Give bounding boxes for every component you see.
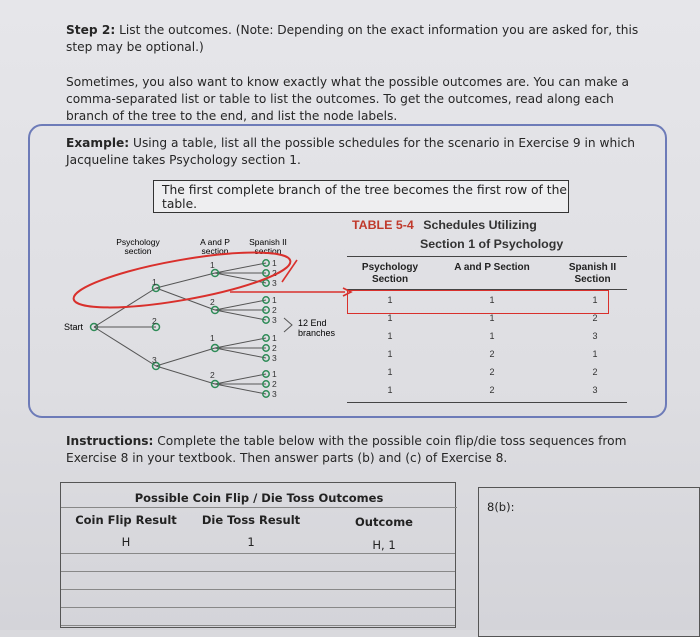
col-header-spanish: Spanish II Section xyxy=(568,262,617,285)
outcomes-table xyxy=(60,482,456,628)
cell: 2 xyxy=(489,367,495,377)
table-title-line2: Section 1 of Psychology xyxy=(420,237,564,251)
cell-outcome[interactable]: H, 1 xyxy=(372,538,396,552)
row-divider xyxy=(61,571,455,572)
l2-label: 1 xyxy=(210,260,215,270)
step-2-text xyxy=(66,22,656,56)
step-body: List the outcomes. (Note: Depending on the exact information you are asked for, this step may be optional.) xyxy=(66,23,639,54)
col-coin: Coin Flip Result xyxy=(75,513,177,527)
l3-label: 3 xyxy=(272,353,277,363)
cell: 2 xyxy=(592,313,598,323)
end-note-2: branches xyxy=(298,328,336,338)
l3-label: 2 xyxy=(272,379,277,389)
col-outcome: Outcome xyxy=(355,515,413,529)
l1-label: 1 xyxy=(152,277,157,287)
cell-coin[interactable]: H xyxy=(121,535,131,549)
intro-paragraph: Sometimes, you also want to know exactly what the possible outcomes are. You can make a comma-separated list or table to list the outcomes. To get the outcomes, read along each branch of the tree to the end, and list the node labels. xyxy=(66,75,629,123)
instructions-label: Instructions: xyxy=(66,434,154,448)
l3-label: 1 xyxy=(272,369,277,379)
l1-label: 3 xyxy=(152,355,157,365)
cell: 1 xyxy=(387,295,393,305)
cell: 1 xyxy=(387,385,393,395)
row-divider xyxy=(61,507,457,508)
cell: 1 xyxy=(489,331,495,341)
table-rule-top xyxy=(347,256,627,257)
l2-label: 2 xyxy=(210,370,215,380)
example-body: Using a table, list all the possible schedules for the scenario in Exercise 9 in which Jacqueline takes Psychology section 1. xyxy=(66,136,636,167)
tree-header-ap-2: section xyxy=(201,246,229,256)
cell: 3 xyxy=(592,331,598,341)
answer-box-8b[interactable] xyxy=(478,487,700,637)
l3-label: 2 xyxy=(272,305,277,315)
l3-label: 1 xyxy=(272,258,277,268)
l3-label: 3 xyxy=(272,389,277,399)
example-label: Example: xyxy=(66,136,130,150)
l1-label: 2 xyxy=(152,316,157,326)
cell: 1 xyxy=(387,349,393,359)
start-label: Start xyxy=(64,322,84,332)
l3-label: 2 xyxy=(272,343,277,353)
tree-header-psych-2: section xyxy=(124,246,152,256)
table-title-line1: Schedules Utilizing xyxy=(423,218,537,232)
callout-box xyxy=(153,180,569,213)
col-header-psych: Psychology Section xyxy=(361,262,419,285)
col-header-ap: A and P Section xyxy=(454,262,530,273)
cell: 3 xyxy=(592,385,598,395)
l3-label: 1 xyxy=(272,295,277,305)
cell: 2 xyxy=(592,367,598,377)
tree-header-spanish-2: section xyxy=(254,246,282,256)
cell: 1 xyxy=(387,313,393,323)
first-branch-highlight xyxy=(70,241,294,319)
row-divider xyxy=(61,607,455,608)
end-note-1: 12 End xyxy=(298,318,327,328)
l2-label: 2 xyxy=(210,297,215,307)
row-divider xyxy=(61,589,455,590)
row-divider xyxy=(61,625,455,626)
example-text xyxy=(66,135,651,169)
table-title xyxy=(352,218,537,232)
tree-header-ap: A and P xyxy=(200,237,230,247)
l3-label: 1 xyxy=(272,333,277,343)
l3-label: 3 xyxy=(272,315,277,325)
instructions-body: Complete the table below with the possible coin flip/die toss sequences from Exercise 8 in your textbook. Then answer parts (b) and (c) of Exercise 8. xyxy=(66,434,627,465)
step-label: Step 2: xyxy=(66,23,116,37)
end-brace xyxy=(284,318,292,332)
cell: 1 xyxy=(592,295,598,305)
row-arrow xyxy=(230,285,355,300)
callout-text: The first complete branch of the tree becomes the first row of the table. xyxy=(162,182,567,211)
tree-header-psych: Psychology xyxy=(116,237,160,247)
tree-header-spanish: Spanish II xyxy=(249,237,287,247)
cell: 1 xyxy=(387,367,393,377)
instructions-text xyxy=(66,433,656,467)
cell: 1 xyxy=(489,313,495,323)
cell: 2 xyxy=(489,385,495,395)
table-rule-bottom xyxy=(347,402,627,403)
outcomes-title: Possible Coin Flip / Die Toss Outcomes xyxy=(134,491,384,505)
cell-die[interactable]: 1 xyxy=(247,535,255,549)
row-divider xyxy=(61,553,455,554)
cell: 1 xyxy=(387,331,393,341)
col-die: Die Toss Result xyxy=(201,513,301,527)
l2-label: 1 xyxy=(210,333,215,343)
cell: 2 xyxy=(489,349,495,359)
table-label: TABLE 5-4 xyxy=(352,218,414,232)
l3-label: 2 xyxy=(272,268,277,278)
tree-diagram xyxy=(60,230,350,405)
l3-label: 3 xyxy=(272,278,277,288)
cell: 1 xyxy=(592,349,598,359)
answer-label-8b: 8(b): xyxy=(487,500,515,514)
cell: 1 xyxy=(489,295,495,305)
